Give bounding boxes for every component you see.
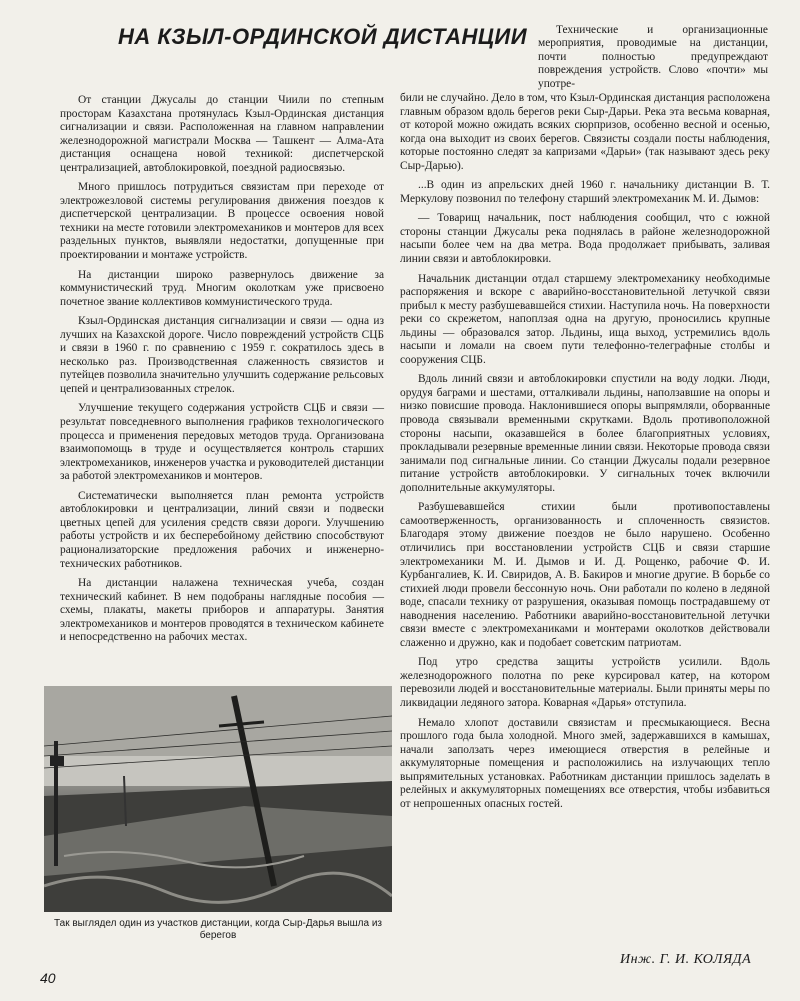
flood-photo	[44, 686, 392, 912]
paragraph: Улучшение текущего содержания устройств СЦБ и связи — результат повседневного выполнения графиков технологического процесса и применения передовых методов труда. Организована взаимопомощь в труде и осуществляется контроль старших электромехаников, инженеров участка и руководителей дистанции за работой электромехаников и монтеров.	[60, 402, 384, 483]
paragraph: Вдоль линий связи и автоблокировки спустили на воду лодки. Люди, орудуя баграми и шестами, отталкивали льдины, наползавшие на опоры и низко повисшие провода. Наклонившиеся опоры выпрямляли, оборванные провода связывали временными скрутками. Вдоль противоположной стороны насыпи, оказавшейся в более благоприятных условиях, прокладывали резервные временные линии связи. Некоторые провода связи занимали под сигнальные линии. Со станции Джусалы подали резервное питание устройств автоблокировки. У сигнальных точек включили дополнительные аккумуляторы.	[400, 373, 770, 494]
author-signature: Инж. Г. И. КОЛЯДА	[620, 952, 752, 967]
sky	[44, 686, 392, 766]
paragraph: На дистанции налажена техническая учеба, создан технический кабинет. В нем подобраны наглядные пособия — схемы, плакаты, макеты приборов и аппаратуры. Занятия электромехаников и монтеров проводятся в техническом кабинете и непосредственно на рабочих местах.	[60, 577, 384, 644]
photo-caption: Так выглядел один из участков дистанции, когда Сыр-Дарья вышла из берегов	[53, 918, 383, 941]
intro-paragraph: Технические и организационные мероприятия, проводимые на дистанции, почти полностью предупреждают повреждения устройств. Слово «почти» мы употре-	[538, 24, 768, 90]
horizon	[44, 756, 392, 786]
flood-photo-illustration	[44, 686, 392, 912]
paragraph: Начальник дистанции отдал старшему электромеханику необходимые распоряжения и вскоре с аварийно-восстановительной летучкой связи прибыл к месту разбушевавшейся стихии. Наступила ночь. На поверхности реки со скрежетом, напоплзая одна на другую, проносились крупные льдины — образовался затор. Льдины, ища выход, устремились вдоль насыпи и ломали на своем пути телефонно-телеграфные столбы и сооружения СЦБ.	[400, 272, 770, 366]
article-title: НА КЗЫЛ-ОРДИНСКОЙ ДИСТАНЦИИ	[118, 24, 528, 49]
paragraph: Кзыл-Ординская дистанция сигнализации и связи — одна из лучших на Казахской дороге. Число повреждений устройств СЦБ и связи в 1960 г. по сравнению с 1959 г. сократилось здесь в несколько раз. Производственная слаженность связистов и путейцев позволила значительно улучшить содержание рельсовых цепей и централизованных стрелок.	[60, 315, 384, 395]
page-number: 40	[40, 970, 56, 986]
paragraph: Систематически выполняется план ремонта устройств автоблокировки и централизации, линий связи и подвески цветных цепей для усиления средств связи дороги. Улучшению работы устройств и их бесперебойному действию способствуют рационализаторские предложения рабочих и инженерно-технических работников.	[60, 489, 384, 570]
paragraph: Много пришлось потрудиться связистам при переходе от электрожезловой системы регулирования движения поездов к диспетчерской централизации. В процессе освоения новой техники на месте готовили электромехаников и монтеров для всех раздельных пунктов, выявляли недостатки, допущенные при проектировании и монтаже устройств.	[60, 181, 384, 262]
signal-head	[50, 756, 64, 766]
paragraph: Немало хлопот доставили связистам и пресмыкающиеся. Весна прошлого года была холодной. Много змей, задержавшихся в камышах, начали заползать через имеющиеся отверстия в релейные и аккумуляторные помещения и расположились на излучающих тепло выпрямительных установках. Работникам дистанции пришлось заделать в релейных и аккумуляторных помещениях все отверстия, чтобы избавиться от непрошенных опасных гостей.	[400, 716, 770, 810]
paragraph: Разбушевавшейся стихии были противопоставлены самоотверженность, организованность и сплоченность связистов. Благодаря этому движение поездов не было нарушено. Особенно отличились при восстановлении устройств СЦБ и связи старшие электромеханики М. И. Дымов и И. Д. Рощенко, рабочие Ф. И. Курбангалиев, К. И. Свиридов, А. В. Бакиров и многие другие. В борьбе со стихией люди провели бессонную ночь. Они работали по колено в ледяной воде, спасали технику от разрушения, оказывая помощь пострадавшему от наводнения населению. Работники аварийно-восстановительной летучки связи вместе с электромеханиками и монтерами околотков действовали слаженно и дружно, как и подобает советским патриотам.	[400, 501, 770, 649]
paragraph: На дистанции широко развернулось движение за коммунистический труд. Многим околоткам уже присвоено почетное звание коллективов коммунистического труда.	[60, 268, 384, 308]
paragraph: — Товарищ начальник, пост наблюдения сообщил, что с южной стороны станции Джусалы река поднялась в районе железнодорожной насыпи более чем на два метра. Вода продолжает прибывать, заливая линии связи и автоблокировки.	[400, 212, 770, 266]
paragraph: били не случайно. Дело в том, что Кзыл-Ординская дистанция расположена главным образом вдоль берегов реки Сыр-Дарьи. Река эта весьма коварная, от которой можно ожидать всяких сюрпризов, особенно весной и осенью, когда она выходит из своих берегов. Связисты создали посты наблюдения, которые постоянно следят за капризами «Дарьи» (так называют здесь реку Сыр-Дарью).	[400, 92, 770, 172]
left-column	[60, 94, 384, 651]
paragraph: ...В один из апрельских дней 1960 г. начальнику дистанции В. Т. Меркулову позвонил по телефону старший электромеханик М. И. Дымов:	[400, 179, 770, 205]
paragraph: От станции Джусалы до станции Чиили по степным просторам Казахстана протянулась Кзыл-Ординская дистанция сигнализации и связи. Расположенная на главном направлении железнодорожной магистрали Москва — Ташкент — Алма-Ата дистанция оснащена новой техникой: диспетчерской централизацией, автоблокировкой, поездной радиосвязью.	[60, 94, 384, 174]
right-column	[400, 92, 770, 817]
paragraph: Под утро средства защиты устройств усилили. Вдоль железнодорожного полотна по реке курсировал катер, на котором перевозили людей и восстановительные материалы. Были приняты меры по ликвидации ледяного затора. Коварная «Дарья» отступила.	[400, 656, 770, 709]
